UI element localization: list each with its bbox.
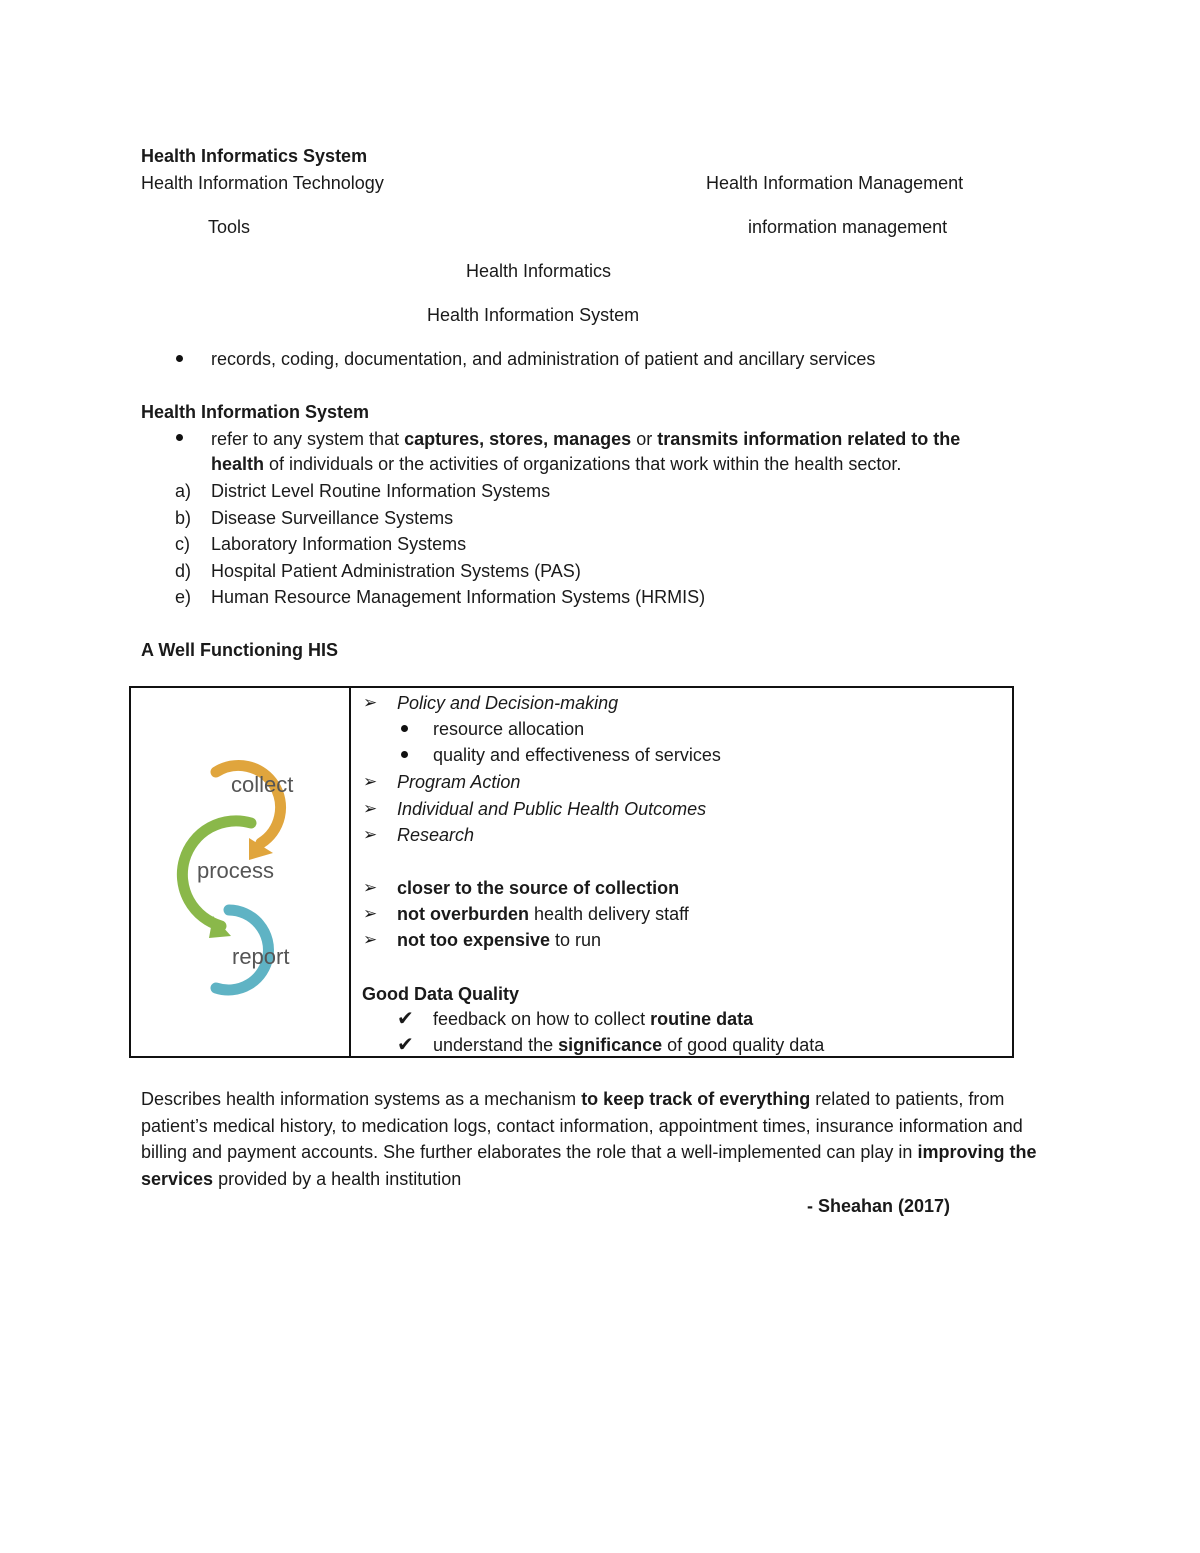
use-subitem: resource allocation (433, 719, 585, 739)
list-marker: a) (175, 481, 192, 501)
arrow-bullet-icon: ➢ (363, 799, 378, 818)
collect-process-report-cycle-diagram (131, 688, 345, 1056)
principle-item: not overburden health delivery staff (397, 904, 689, 924)
use-item: Program Action (397, 772, 521, 792)
process-label: process (197, 858, 275, 883)
his-attributes-cell (350, 687, 1013, 1057)
label-him: Health Information Management (706, 173, 964, 193)
checkmark-icon: ✔ (397, 1034, 414, 1056)
doc-title: Health Informatics System (141, 146, 368, 166)
label-health-informatics: Health Informatics (466, 261, 612, 281)
his-table (129, 686, 1014, 1058)
list-marker: c) (175, 534, 190, 554)
his-definition-line-2: health of individuals or the activities of organizations that work within the health sector. (211, 454, 902, 474)
quality-item: feedback on how to collect routine data (433, 1009, 754, 1029)
collect-label: collect (231, 772, 294, 797)
list-item: District Level Routine Information Systems (211, 481, 551, 501)
arrow-bullet-icon: ➢ (363, 904, 378, 923)
principle-item: closer to the source of collection (397, 878, 680, 898)
arrow-bullet-icon: ➢ (363, 693, 378, 712)
sheahan-quote-paragraph: Describes health information systems as a mechanism to keep track of everything related to patients, from patient’s medical history, to medication logs, contact information, appointment times, insurance information and billing and payment accounts. She further elaborates the role that a well-implemented can play in improving the services provided by a health institution (141, 1089, 1037, 1189)
bullet-icon (401, 751, 408, 758)
arrow-bullet-icon: ➢ (363, 772, 378, 791)
list-item: Hospital Patient Administration Systems (PAS) (211, 561, 581, 581)
principle-item: not too expensive to run (397, 930, 602, 950)
report-label: report (232, 944, 290, 969)
quote-attribution: - Sheahan (2017) (807, 1196, 951, 1216)
use-item: Individual and Public Health Outcomes (397, 799, 707, 819)
label-hit: Health Information Technology (141, 173, 384, 193)
list-marker: d) (175, 561, 192, 581)
label-tools: Tools (208, 217, 251, 237)
list-item: Laboratory Information Systems (211, 534, 467, 554)
list-marker: b) (175, 508, 192, 528)
cycle-diagram-cell (130, 687, 350, 1057)
arrow-bullet-icon: ➢ (363, 878, 378, 897)
list-marker: e) (175, 587, 192, 607)
checkmark-icon: ✔ (397, 1008, 414, 1030)
bullet-icon (176, 434, 183, 441)
use-item: Policy and Decision-making (397, 693, 619, 713)
good-data-quality-heading: Good Data Quality (362, 984, 520, 1004)
list-item: Human Resource Management Information Systems (HRMIS) (211, 587, 706, 607)
label-health-information-system: Health Information System (427, 305, 640, 325)
bullet-records: records, coding, documentation, and administration of patient and ancillary services (211, 349, 876, 369)
section-heading-well-functioning: A Well Functioning HIS (141, 640, 338, 660)
quality-item: understand the significance of good quality data (433, 1035, 825, 1055)
bullet-icon (176, 355, 183, 362)
use-item: Research (397, 825, 475, 845)
arrow-bullet-icon: ➢ (363, 930, 378, 949)
label-information-management: information management (748, 217, 948, 237)
his-definition-line-1: refer to any system that captures, stores, manages or transmits information related to the (211, 429, 961, 449)
section-heading-his: Health Information System (141, 402, 370, 422)
bullet-icon (401, 725, 408, 732)
use-subitem: quality and effectiveness of services (433, 745, 721, 765)
arrow-bullet-icon: ➢ (363, 825, 378, 844)
list-item: Disease Surveillance Systems (211, 508, 454, 528)
